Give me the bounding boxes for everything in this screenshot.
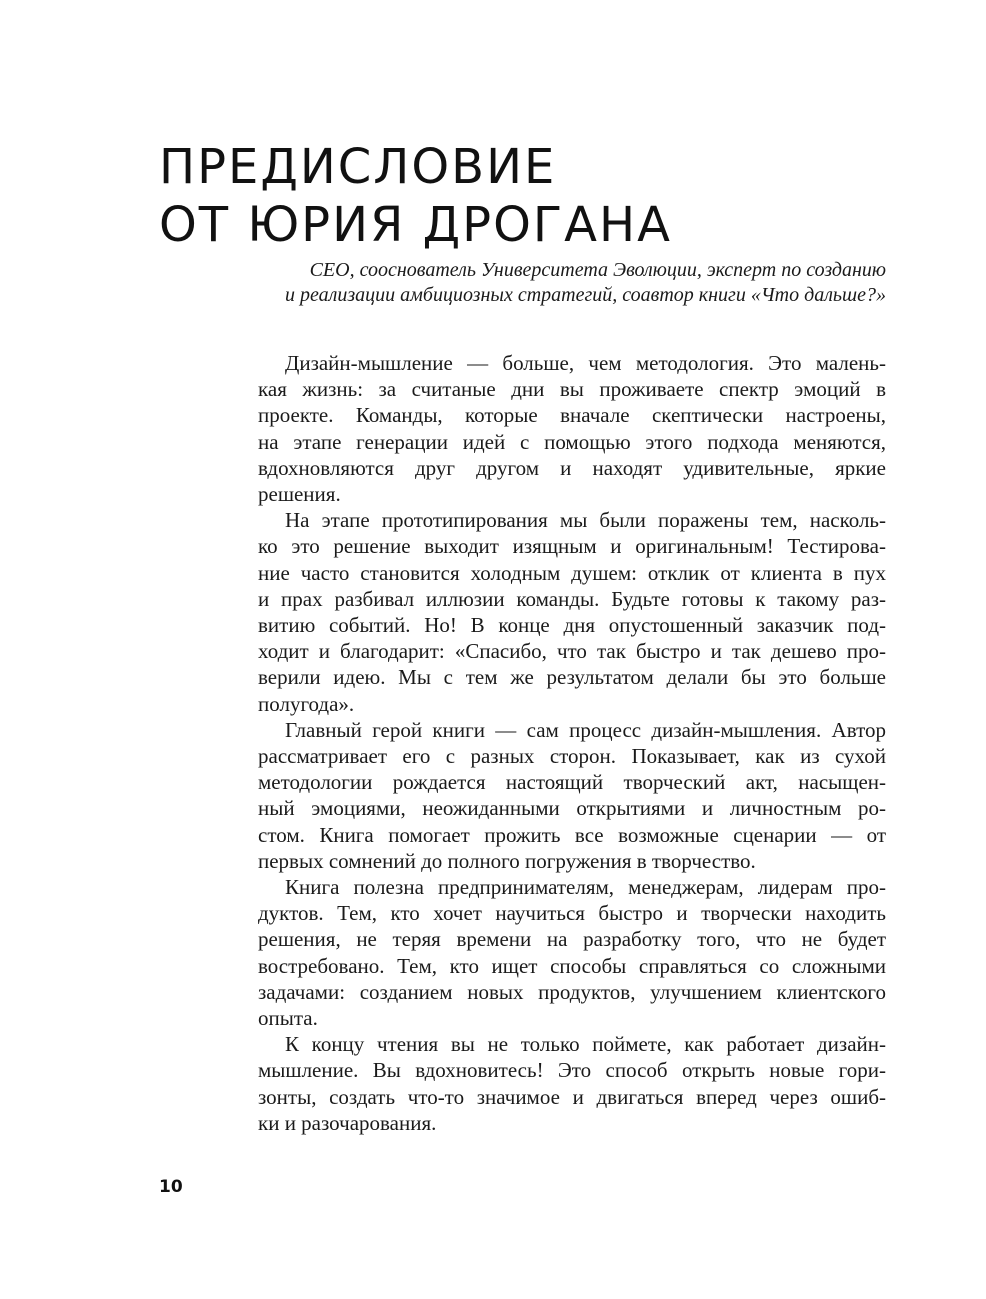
paragraph-line: решения. [258, 482, 341, 507]
page-number: 10 [159, 1177, 183, 1197]
paragraph-line: первых сомнений до полного погружения в творчество. [258, 848, 756, 873]
paragraph-line: рассматривает его с разных сторон. Показывает, как из сухой [258, 744, 886, 769]
author-note [160, 258, 886, 308]
paragraph-line: К концу чтения вы не только поймете, как работает дизайн- [285, 1032, 886, 1057]
paragraph-line: на этапе генерации идей с помощью этого подхода меняются, [258, 429, 886, 454]
paragraph-line: ходит и благодарит: «Спасибо, что так быстро и так дешево про- [258, 639, 886, 664]
paragraph-5 [258, 1031, 886, 1136]
title-line: ПРЕДИСЛОВИЕ [159, 139, 557, 195]
paragraph-line: зонты, создать что-то значимое и двигаться вперед через ошиб- [258, 1084, 886, 1109]
paragraph-line: Дизайн-мышление — больше, чем методология. Это малень- [285, 351, 886, 375]
paragraph-line: проекте. Команды, которые вначале скептически настроены, [258, 403, 886, 428]
paragraph-line: стом. Книга помогает прожить все возможные сценарии — от [258, 822, 886, 847]
paragraph-line: востребовано. Тем, кто ищет способы справляться со сложными [258, 953, 886, 978]
paragraph-line: витию событий. Но! В конце дня опустошенный заказчик под- [258, 613, 886, 638]
paragraph-line: мышление. Вы вдохновитесь! Это способ открыть новые гори- [258, 1058, 886, 1083]
author-note-line: CEO, сооснователь Университета Эволюции, эксперт по созданию [309, 259, 886, 281]
author-note-line: и реализации амбициозных стратегий, соавтор книги «Что дальше?» [284, 284, 886, 306]
paragraph-line: опыта. [258, 1006, 318, 1031]
paragraph-line: дуктов. Тем, кто хочет научиться быстро и творчески находить [258, 901, 886, 926]
paragraph-line: На этапе прототипирования мы были поражены тем, насколь- [285, 508, 886, 533]
paragraph-line: Главный герой книги — сам процесс дизайн-мышления. Автор [285, 717, 886, 742]
title-line: ОТ ЮРИЯ ДРОГАНА [159, 197, 672, 253]
paragraph-line: решения, не теряя времени на разработку того, что не будет [258, 927, 886, 952]
paragraph-3 [258, 717, 886, 874]
paragraph-2 [258, 507, 886, 717]
paragraph-line: ки и разочарования. [258, 1110, 437, 1135]
body-text [258, 350, 886, 1136]
paragraph-4 [258, 874, 886, 1031]
paragraph-line: методологии рождается настоящий творческий акт, насыщен- [258, 770, 886, 795]
paragraph-line: вдохновляются друг другом и находят удивительные, яркие [258, 455, 886, 480]
page-title [159, 138, 899, 254]
paragraph-line: ние часто становится холодным душем: отклик от клиента в пух [258, 560, 886, 585]
paragraph-line: ный эмоциями, неожиданными открытиями и личностным ро- [258, 796, 886, 821]
paragraph-line: Книга полезна предпринимателям, менеджерам, лидерам про- [285, 875, 886, 900]
paragraph-line: задачами: созданием новых продуктов, улучшением клиентского [258, 979, 886, 1004]
paragraph-line: верили идею. Мы с тем же результатом делали бы это больше [258, 665, 886, 690]
paragraph-line: полугода». [258, 691, 355, 716]
paragraph-line: кая жизнь: за считаные дни вы проживаете спектр эмоций в [258, 377, 886, 402]
paragraph-line: и прах разбивал иллюзии команды. Будьте готовы к такому раз- [258, 586, 886, 611]
paragraph-1 [258, 350, 886, 507]
paragraph-line: ко это решение выходит изящным и оригинальным! Тестирова- [258, 534, 886, 559]
